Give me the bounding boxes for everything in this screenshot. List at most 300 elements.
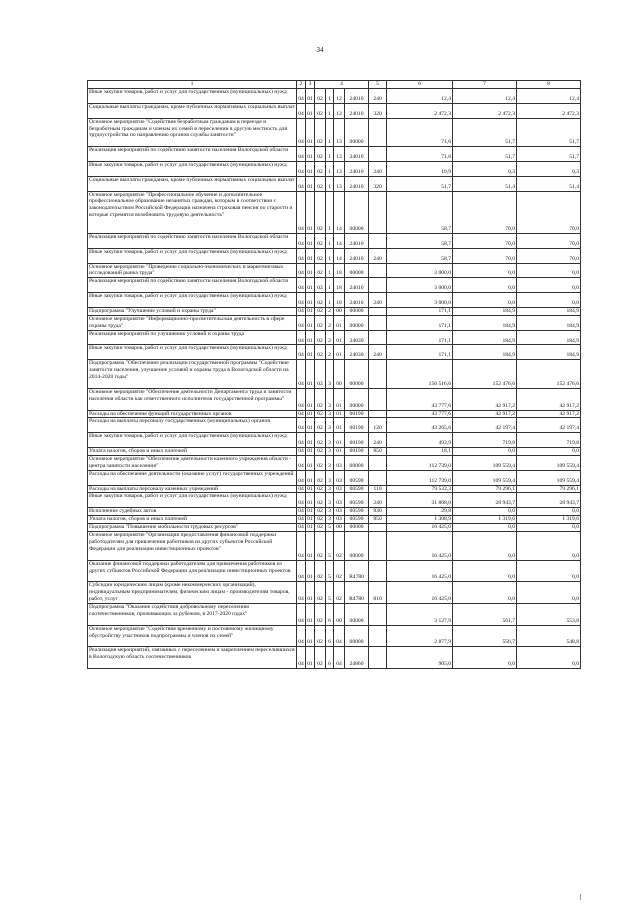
- row-vid: [369, 278, 387, 293]
- row-podrazdel: 02: [315, 524, 326, 532]
- table-row: [88, 388, 581, 410]
- row-value-6: 12,4: [387, 89, 453, 104]
- row-vid: 240: [369, 493, 387, 508]
- row-direction: 00190: [345, 448, 369, 456]
- row-value-8: 51,4: [517, 176, 581, 191]
- row-name: Иные закупки товаров, работ и услуг для государственных (муниципальных) нужд: [88, 433, 297, 448]
- row-direction: 24860: [345, 647, 369, 669]
- row-value-8: 0,0: [517, 278, 581, 293]
- row-subprogram: 00: [334, 604, 345, 626]
- row-podrazdel: 02: [315, 161, 326, 176]
- table-row: [88, 625, 581, 647]
- row-vid: 810: [369, 582, 387, 604]
- row-podrazdel: 02: [315, 293, 326, 308]
- row-razdel: 01: [306, 233, 315, 248]
- row-podrazdel: 02: [315, 410, 326, 418]
- row-razdel: 01: [306, 345, 315, 360]
- row-subprogram: 00: [334, 307, 345, 315]
- row-razdel: 01: [306, 470, 315, 485]
- row-value-7: 51,4: [453, 176, 517, 191]
- row-vid: 240: [369, 433, 387, 448]
- row-direction: 24010: [345, 89, 369, 104]
- row-name: Подпрограмма "Улучшение условий и охраны труда": [88, 307, 297, 315]
- row-program: 6: [326, 647, 334, 669]
- row-direction: 00590: [345, 470, 369, 485]
- row-vid: [369, 524, 387, 532]
- row-razdel: 01: [306, 293, 315, 308]
- row-razdel: 01: [306, 493, 315, 508]
- row-ved: 04: [297, 248, 306, 263]
- row-subprogram: 03: [334, 508, 345, 516]
- row-podrazdel: 02: [315, 345, 326, 360]
- row-value-6: 16 425,0: [387, 560, 453, 582]
- row-vid: 110: [369, 485, 387, 493]
- row-direction: 24010: [345, 176, 369, 191]
- row-vid: [369, 560, 387, 582]
- row-ved: 04: [297, 345, 306, 360]
- row-subprogram: 04: [334, 625, 345, 647]
- row-ved: 04: [297, 582, 306, 604]
- table-row: [88, 233, 581, 248]
- row-value-8: 28 943,7: [517, 493, 581, 508]
- row-razdel: 01: [306, 360, 315, 389]
- row-razdel: 01: [306, 278, 315, 293]
- row-razdel: 01: [307, 448, 313, 455]
- row-value-6: 58,7: [387, 233, 453, 248]
- row-podrazdel: 02: [315, 118, 326, 147]
- row-subprogram: 01: [334, 388, 345, 410]
- row-direction: 00190: [345, 410, 369, 418]
- row-value-6: 58,7: [387, 248, 453, 263]
- row-value-8: 548,8: [517, 625, 581, 647]
- row-name: Иные закупки товаров, работ и услуг для государственных (муниципальных) нужд: [88, 293, 297, 308]
- row-direction: 00590: [345, 508, 369, 516]
- row-program: 1: [326, 263, 334, 278]
- table-row: [88, 161, 581, 176]
- row-ved: 04: [297, 191, 306, 233]
- row-value-6: 16 425,0: [387, 524, 453, 532]
- row-value-6: 16 425,0: [387, 582, 453, 604]
- row-value-6: 43 777,6: [387, 410, 453, 418]
- row-name: Расходы на обеспечение деятельности (оказание услуг) государственных учреждений: [88, 470, 297, 485]
- row-podrazdel: 02: [315, 89, 326, 104]
- row-value-6: 16 425,0: [387, 532, 453, 561]
- row-ved: 04: [297, 493, 306, 508]
- row-vid: [369, 410, 387, 418]
- row-ved: 04: [298, 485, 304, 492]
- row-subprogram: 00: [334, 524, 345, 532]
- row-podrazdel: 02: [315, 315, 326, 330]
- row-value-8: 42 917,2: [517, 410, 581, 418]
- table-row: [88, 604, 581, 626]
- row-razdel: 01: [306, 388, 315, 410]
- row-direction: 00000: [345, 455, 369, 470]
- row-value-7: 70,0: [453, 191, 517, 233]
- row-direction: 24010: [345, 161, 369, 176]
- row-value-8: 2 472,3: [517, 103, 581, 118]
- row-razdel: 01: [306, 315, 315, 330]
- row-vid: 120: [369, 418, 387, 433]
- row-program: 3: [326, 388, 334, 410]
- table-row: [88, 532, 581, 561]
- row-ved: 04: [297, 176, 306, 191]
- row-value-7: 184,9: [453, 345, 517, 360]
- row-razdel: 01: [306, 625, 315, 647]
- row-value-6: 1 308,9: [387, 516, 453, 524]
- row-value-8: 42 917,2: [517, 388, 581, 410]
- row-ved: 04: [297, 560, 306, 582]
- row-value-6: 3 000,0: [387, 263, 453, 278]
- row-vid: [369, 455, 387, 470]
- row-name: Расходы на выплаты персоналу государственных (муниципальных) органов: [88, 418, 297, 433]
- row-ved: 04: [297, 330, 306, 345]
- row-name: Иные закупки товаров, работ и услуг для государственных (муниципальных) нужд: [88, 89, 297, 104]
- row-value-8: 1 319,6: [517, 516, 581, 524]
- row-direction: R4780: [345, 560, 369, 582]
- row-vid: [369, 647, 387, 669]
- header-col-6: 6: [387, 81, 453, 89]
- row-program: 1: [326, 103, 334, 118]
- row-value-8: 0,0: [517, 448, 581, 456]
- row-ved: 04: [297, 103, 306, 118]
- header-col-4: 4: [315, 81, 369, 89]
- row-name: Уплата налогов, сборов и иных платежей: [88, 516, 297, 524]
- row-subprogram: 01: [334, 315, 345, 330]
- table-row: [88, 582, 581, 604]
- row-subprogram: 03: [334, 470, 345, 485]
- row-name: Реализация мероприятий по содействию занятости населения Вологодской области: [88, 278, 297, 293]
- row-subprogram: 03: [334, 493, 345, 508]
- row-ved: 04: [297, 360, 306, 389]
- row-razdel: 01: [306, 604, 315, 626]
- row-program: 5: [326, 524, 334, 532]
- row-vid: 850: [369, 516, 387, 524]
- row-program: 3: [326, 470, 334, 485]
- table-row: [88, 293, 581, 308]
- row-podrazdel: 02: [315, 532, 326, 561]
- row-podrazdel: 02: [315, 147, 326, 162]
- row-podrazdel: 02: [315, 493, 326, 508]
- row-podrazdel: 02: [315, 307, 326, 315]
- row-vid: 830: [369, 508, 387, 516]
- row-value-8: 0,0: [517, 293, 581, 308]
- table-row: [88, 455, 581, 470]
- row-name: Подпрограмма "Обеспечение реализации государственной программы "Содействие занятости населения, улучшение условий и охраны труда в Вологодской области на 2014-2020 годы": [88, 360, 297, 389]
- row-value-7: 0,0: [453, 448, 517, 456]
- table-row: [88, 330, 581, 345]
- row-value-8: 42 197,4: [517, 418, 581, 433]
- table-row: [88, 493, 581, 508]
- row-name: Уплата налогов, сборов и иных платежей: [88, 448, 297, 456]
- row-value-7: 0,0: [453, 647, 517, 669]
- row-value-8: 0,0: [517, 532, 581, 561]
- row-program: 3: [326, 433, 334, 448]
- row-subprogram: 03: [334, 516, 345, 524]
- table-row: [88, 448, 581, 456]
- table-row: [88, 103, 581, 118]
- row-name: Социальные выплаты гражданам, кроме публичных нормативных социальных выплат: [88, 103, 297, 118]
- row-program: 1: [326, 248, 334, 263]
- row-value-6: 79 532,3: [387, 485, 453, 493]
- row-value-6: 71,6: [387, 118, 453, 147]
- row-ved: 04: [297, 118, 306, 147]
- row-program: 1: [326, 191, 334, 233]
- row-program: 3: [326, 448, 334, 456]
- row-ved: 04: [297, 89, 306, 104]
- row-name: Основное мероприятие "Организация предоставления финансовой поддержки работодателям для привлечения работников из других субъектов Российской Федерации для реализации инвестиционных проектов": [88, 532, 297, 561]
- row-razdel: 01: [306, 560, 315, 582]
- row-program: 3: [326, 493, 334, 508]
- row-subprogram: 01: [334, 433, 345, 448]
- row-razdel: 01: [307, 516, 313, 523]
- row-vid: [369, 604, 387, 626]
- row-ved: 04: [297, 625, 306, 647]
- row-razdel: 01: [306, 191, 315, 233]
- row-subprogram: 01: [334, 345, 345, 360]
- row-razdel: 01: [306, 455, 315, 470]
- row-podrazdel: 02: [315, 516, 326, 524]
- row-value-6: 493,9: [387, 433, 453, 448]
- row-razdel: 01: [306, 161, 315, 176]
- row-program: 1: [326, 118, 334, 147]
- header-row: [88, 81, 581, 89]
- table-row: [88, 345, 581, 360]
- row-value-8: 12,4: [517, 89, 581, 104]
- row-direction: 00000: [345, 307, 369, 315]
- row-name: Подпрограмма "Повышение мобильности трудовых ресурсов": [88, 524, 297, 532]
- row-vid: [369, 118, 387, 147]
- row-name: Расходы на обеспечение функций государственных органов: [88, 410, 297, 418]
- row-podrazdel: 02: [315, 448, 326, 456]
- row-vid: 320: [369, 103, 387, 118]
- row-ved: 04: [298, 448, 304, 455]
- row-value-8: 79 296,1: [517, 485, 581, 493]
- row-value-7: 0,0: [453, 582, 517, 604]
- row-podrazdel: 02: [315, 418, 326, 433]
- row-ved: 04: [297, 455, 306, 470]
- row-value-6: 3 000,0: [387, 278, 453, 293]
- row-subprogram: 14: [334, 191, 345, 233]
- row-ved: 04: [298, 508, 304, 515]
- row-program: 1: [326, 278, 334, 293]
- row-podrazdel: 02: [315, 604, 326, 626]
- row-value-8: 70,0: [517, 248, 581, 263]
- row-value-7: 0,0: [453, 560, 517, 582]
- row-value-6: 112 739,0: [387, 470, 453, 485]
- row-vid: [369, 330, 387, 345]
- row-value-7: 109 559,4: [453, 455, 517, 470]
- row-subprogram: 18: [334, 293, 345, 308]
- row-name: Основное мероприятие "Информационно-просветительская деятельность в сфере охраны труда": [88, 315, 297, 330]
- row-vid: 850: [369, 448, 387, 456]
- row-podrazdel: 02: [315, 330, 326, 345]
- row-value-6: 51,7: [387, 176, 453, 191]
- table-row: [88, 191, 581, 233]
- row-podrazdel: 02: [315, 360, 326, 389]
- row-direction: 24010: [345, 233, 369, 248]
- table-row: [88, 418, 581, 433]
- row-value-8: 0,0: [517, 508, 581, 516]
- row-razdel: 01: [306, 176, 315, 191]
- page-edge-mark: [580, 894, 581, 900]
- row-vid: [369, 233, 387, 248]
- row-value-8: 0,0: [517, 560, 581, 582]
- row-ved: 04: [297, 604, 306, 626]
- row-razdel: 01: [306, 647, 315, 669]
- row-direction: 00000: [345, 315, 369, 330]
- row-program: 5: [326, 582, 334, 604]
- row-program: 5: [326, 532, 334, 561]
- row-program: 1: [326, 293, 334, 308]
- table-row: [88, 508, 581, 516]
- row-podrazdel: 02: [315, 233, 326, 248]
- row-value-6: 19,9: [387, 161, 453, 176]
- header-col-1: 1: [88, 81, 297, 89]
- row-name: Иные закупки товаров, работ и услуг для государственных (муниципальных) нужд: [88, 493, 297, 508]
- row-program: 1: [326, 176, 334, 191]
- row-razdel: 01: [306, 147, 315, 162]
- row-value-7: 51,7: [453, 147, 517, 162]
- row-direction: 00590: [345, 516, 369, 524]
- row-value-7: 184,9: [453, 307, 517, 315]
- row-subprogram: 02: [334, 582, 345, 604]
- table-row: [88, 89, 581, 104]
- budget-table: [87, 80, 581, 669]
- row-subprogram: 14: [334, 248, 345, 263]
- row-direction: 00590: [345, 485, 369, 493]
- row-value-8: 152 476,6: [517, 360, 581, 389]
- row-value-8: 109 559,4: [517, 455, 581, 470]
- row-ved: 04: [297, 315, 306, 330]
- row-value-8: 70,0: [517, 191, 581, 233]
- row-program: 1: [326, 161, 334, 176]
- row-value-7: 184,9: [453, 315, 517, 330]
- row-program: 6: [326, 604, 334, 626]
- row-value-7: 2 472,3: [453, 103, 517, 118]
- row-value-6: 31 868,0: [387, 493, 453, 508]
- table-row: [88, 248, 581, 263]
- row-name: Реализация мероприятий по содействию занятости населения Вологодской области: [88, 147, 297, 162]
- row-podrazdel: 02: [315, 560, 326, 582]
- row-value-7: 12,4: [453, 89, 517, 104]
- row-ved: 04: [297, 147, 306, 162]
- row-value-7: 719,8: [453, 433, 517, 448]
- row-program: 3: [326, 360, 334, 389]
- row-name: Социальные выплаты гражданам, кроме публичных нормативных социальных выплат: [88, 176, 297, 191]
- row-value-8: 184,9: [517, 315, 581, 330]
- row-ved: 04: [297, 532, 306, 561]
- row-direction: 00000: [345, 191, 369, 233]
- row-value-8: 184,9: [517, 330, 581, 345]
- row-subprogram: 04: [334, 647, 345, 669]
- row-subprogram: 13: [334, 118, 345, 147]
- row-value-7: 0,3: [453, 161, 517, 176]
- row-program: 1: [326, 147, 334, 162]
- row-program: 3: [326, 455, 334, 470]
- header-col-3: 3: [306, 81, 315, 89]
- row-vid: [369, 470, 387, 485]
- table-row: [88, 516, 581, 524]
- table-row: [88, 647, 581, 669]
- row-program: 3: [326, 485, 334, 493]
- row-value-7: 561,7: [453, 604, 517, 626]
- row-direction: 00000: [345, 118, 369, 147]
- row-name: Реализация мероприятий по содействию занятости населения Вологодской области: [88, 233, 297, 248]
- row-name: Основное мероприятие "Проведение социально-экономических и маркетинговых исследований рынка труда": [88, 263, 297, 278]
- row-vid: 240: [369, 345, 387, 360]
- row-name: Основное мероприятие "Обеспечение деятельности казенного учреждения области - центра занятости населения": [88, 455, 297, 470]
- row-vid: [369, 388, 387, 410]
- row-direction: 00000: [345, 263, 369, 278]
- row-subprogram: 02: [334, 560, 345, 582]
- row-ved: 04: [298, 410, 304, 417]
- row-podrazdel: 02: [315, 176, 326, 191]
- row-razdel: 01: [307, 508, 313, 515]
- row-subprogram: 13: [334, 176, 345, 191]
- row-value-6: 156 516,6: [387, 360, 453, 389]
- row-value-8: 719,8: [517, 433, 581, 448]
- row-razdel: 01: [306, 103, 315, 118]
- row-ved: 04: [297, 418, 306, 433]
- row-value-7: 42 197,4: [453, 418, 517, 433]
- row-value-8: 0,3: [517, 161, 581, 176]
- row-name: Субсидии юридическим лицам (кроме некоммерческих организаций), индивидуальным предпринимателям, физическим лицам - производителям товаров, работ, услуг: [88, 582, 297, 604]
- table-row: [88, 307, 581, 315]
- header-col-5: 5: [369, 81, 387, 89]
- row-program: 2: [326, 315, 334, 330]
- table-row: [88, 118, 581, 147]
- table-row: [88, 433, 581, 448]
- row-value-8: 184,9: [517, 345, 581, 360]
- row-value-6: 2 472,3: [387, 103, 453, 118]
- row-ved: 04: [297, 293, 306, 308]
- row-subprogram: 18: [334, 278, 345, 293]
- row-program: 3: [326, 418, 334, 433]
- row-program: 2: [326, 345, 334, 360]
- row-value-6: 18,1: [387, 448, 453, 456]
- row-vid: [369, 625, 387, 647]
- row-direction: 00000: [345, 360, 369, 389]
- row-value-6: 71,6: [387, 147, 453, 162]
- row-ved: 04: [298, 516, 304, 523]
- table-row: [88, 470, 581, 485]
- row-value-6: 3 127,9: [387, 604, 453, 626]
- row-direction: 00190: [345, 418, 369, 433]
- row-vid: 240: [369, 293, 387, 308]
- row-value-6: 171,1: [387, 307, 453, 315]
- row-ved: 04: [297, 647, 306, 669]
- row-program: 5: [326, 560, 334, 582]
- row-podrazdel: 02: [315, 625, 326, 647]
- row-value-7: 556,7: [453, 625, 517, 647]
- row-name: Реализация мероприятий, связанных с переселением и закреплением переселившихся в Вологодскую область соотечественников: [88, 647, 297, 669]
- row-subprogram: 12: [334, 89, 345, 104]
- row-podrazdel: 02: [315, 508, 326, 516]
- row-value-7: 184,9: [453, 330, 517, 345]
- row-podrazdel: 02: [315, 191, 326, 233]
- row-value-7: 109 559,4: [453, 470, 517, 485]
- header-col-7: 7: [453, 81, 517, 89]
- row-value-7: 28 943,7: [453, 493, 517, 508]
- row-razdel: 01: [306, 532, 315, 561]
- table-row: [88, 176, 581, 191]
- row-value-8: 0,0: [517, 263, 581, 278]
- row-ved: 04: [297, 233, 306, 248]
- row-razdel: 01: [307, 307, 313, 314]
- row-value-6: 171,1: [387, 345, 453, 360]
- row-value-7: 70,0: [453, 233, 517, 248]
- row-vid: 240: [369, 89, 387, 104]
